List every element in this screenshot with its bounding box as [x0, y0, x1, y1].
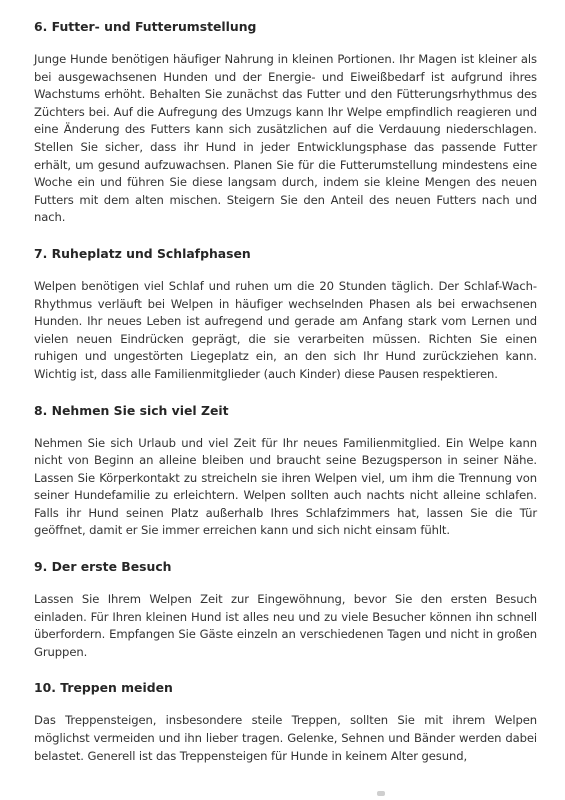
section-title: 10. Treppen meiden	[34, 680, 173, 696]
section-paragraph: Welpen benötigen viel Schlaf und ruhen um die 20 Stunden täglich. Der Schlaf-Wach-Rhythmus verläuft bei Welpen in häufiger wechselnden Phasen als bei erwachsenen Hunden. Ihr neues Leben ist aufregend und gerade am Anfang stark vom Lernen und vielen neuen Eindrücken geprägt, die sie verarbeiten müssen. Richten Sie einen ruhigen und ungestörten Liegeplatz ein, an den sich Ihr Hund zurückziehen kann. Wichtig ist, dass alle Familienmitglieder (auch Kinder) diese Pausen respektieren.	[34, 278, 537, 381]
section-ruheplatz	[34, 246, 537, 384]
section-zeit	[34, 403, 537, 541]
section-besuch	[34, 559, 537, 661]
section-paragraph: Das Treppensteigen, insbesondere steile Treppen, sollten Sie mit ihrem Welpen möglichst vermeiden und ihn lieber tragen. Gelenke, Sehnen und Bänder werden dabei belastet. Generell ist das Treppensteigen für Hunde in keinem Alter gesund,	[34, 713, 537, 763]
section-futter	[34, 19, 537, 227]
section-paragraph: Nehmen Sie sich Urlaub und viel Zeit für Ihr neues Familienmitglied. Ein Welpe kann nicht von Beginn an alleine bleiben und braucht seine Bezugsperson in seiner Nähe. Lassen Sie Körperkontakt zu streicheln sie ihren Welpen viel, um ihm die Trennung von seiner Hundefamilie zu erleichtern. Welpen sollten auch nachts nicht alleine schlafen. Falls ihr Hund seinen Platz außerhalb Ihres Schlafzimmers hat, lassen Sie die Tür geöffnet, damit er Sie immer erreichen kann und sich nicht einsam fühlt.	[34, 435, 537, 538]
section-title: 8. Nehmen Sie sich viel Zeit	[34, 402, 229, 418]
section-title: 6. Futter- und Futterumstellung	[34, 19, 257, 34]
scan-artifact	[377, 791, 385, 796]
section-treppen	[34, 680, 537, 765]
section-paragraph: Lassen Sie Ihrem Welpen Zeit zur Eingewöhnung, bevor Sie den ersten Besuch einladen. Für Ihren kleinen Hund ist alles neu und zu viele Besucher können ihn schnell überfordern. Empfangen Sie Gäste einzeln an verschiedenen Tagen und nicht in großen Gruppen.	[34, 592, 537, 659]
section-title: 9. Der erste Besuch	[34, 559, 172, 575]
section-title: 7. Ruheplatz und Schlafphasen	[34, 245, 251, 261]
section-paragraph: Junge Hunde benötigen häufiger Nahrung in kleinen Portionen. Ihr Magen ist kleiner als bei ausgewachsenen Hunden und der Energie- und Eiweißbedarf ist aufgrund ihres Wachstums erhöht. Behalten Sie zunächst das Futter und den Fütterungsrhythmus des Züchters bei. Auf die Aufregung des Umzugs kann Ihr Welpe empfindlich reagieren und eine Änderung des Futters kann sich zusätzlichen auf die Verdauung niederschlagen. Stellen Sie sicher, dass ihr Hund in jeder Entwicklungsphase das passende Futter erhält, um gesund aufzuwachsen. Planen Sie für die Futterumstellung mindestens eine Woche ein und führen Sie diese langsam durch, indem sie kleine Mengen des neuen Futters mit dem alten mischen. Steigern Sie den Anteil des neuen Futters nach und nach.	[34, 52, 537, 225]
